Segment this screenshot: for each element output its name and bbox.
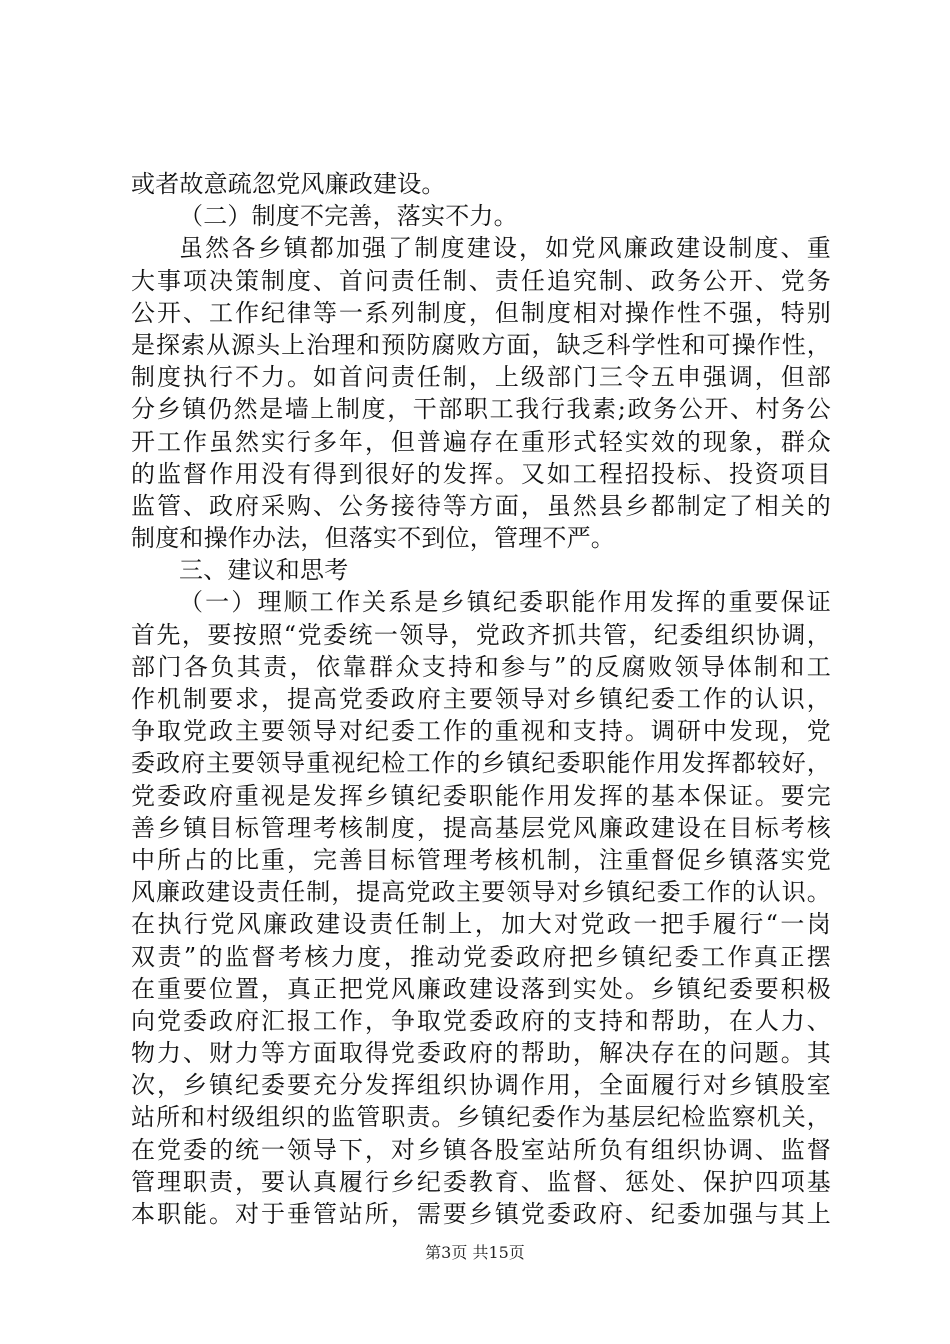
text-line: 争取党政主要领导对纪委工作的重视和支持。调研中发现，党 [131, 717, 831, 746]
text-line: 是探索从源头上治理和预防腐败方面，缺乏科学性和可操作性， [131, 330, 831, 359]
text-line: 物力、财力等方面取得党委政府的帮助，解决存在的问题。其 [131, 1039, 831, 1068]
text-line: 管理职责，要认真履行乡纪委教育、监督、惩处、保护四项基 [131, 1167, 831, 1196]
text-line: 善乡镇目标管理考核制度，提高基层党风廉政建设在目标考核 [131, 813, 831, 842]
text-line: 站所和村级组织的监管职责。乡镇纪委作为基层纪检监察机关， [131, 1103, 831, 1132]
text-line: 风廉政建设责任制，提高党政主要领导对乡镇纪委工作的认识。 [131, 878, 831, 907]
text-line: 党委政府重视是发挥乡镇纪委职能作用发挥的基本保证。要完 [131, 781, 831, 810]
text-line: 制度执行不力。如首问责任制，上级部门三令五申强调，但部 [131, 363, 831, 392]
text-line: 三、建议和思考 [179, 556, 349, 585]
text-line: 在执行党风廉政建设责任制上，加大对党政一把手履行“一岗 [131, 910, 831, 939]
text-line: 向党委政府汇报工作，争取党委政府的支持和帮助，在人力、 [131, 1006, 831, 1035]
text-line: 在重要位置，真正把党风廉政建设落到实处。乡镇纪委要积极 [131, 974, 831, 1003]
text-line: 中所占的比重，完善目标管理考核机制，注重督促乡镇落实党 [131, 845, 831, 874]
text-line: 首先，要按照“党委统一领导，党政齐抓共管，纪委组织协调， [131, 620, 831, 649]
text-line: 大事项决策制度、首问责任制、责任追究制、政务公开、党务 [131, 266, 831, 295]
text-line: （二）制度不完善，落实不力。 [179, 202, 518, 231]
text-line: 或者故意疏忽党风廉政建设。 [131, 170, 446, 198]
text-line: 本职能。对于垂管站所，需要乡镇党委政府、纪委加强与其上 [131, 1200, 831, 1228]
text-line: 监管、政府采购、公务接待等方面，虽然县乡都制定了相关的 [131, 491, 831, 520]
text-line: 虽然各乡镇都加强了制度建设，如党风廉政建设制度、重 [179, 234, 831, 263]
text-line: （一）理顺工作关系是乡镇纪委职能作用发挥的重要保证 [179, 588, 831, 617]
text-line: 制度和操作办法，但落实不到位，管理不严。 [131, 524, 615, 553]
text-line: 作机制要求，提高党委政府主要领导对乡镇纪委工作的认识， [131, 685, 831, 713]
page-footer: 第3页 共15页 [425, 1243, 525, 1262]
text-line: 部门各负其责，依靠群众支持和参与”的反腐败领导体制和工 [131, 652, 831, 681]
text-line: 次，乡镇纪委要充分发挥组织协调作用，全面履行对乡镇股室 [131, 1071, 831, 1100]
text-line: 的监督作用没有得到很好的发挥。又如工程招投标、投资项目 [131, 459, 831, 488]
text-line: 分乡镇仍然是墙上制度，干部职工我行我素;政务公开、村务公 [131, 395, 831, 424]
text-line: 公开、工作纪律等一系列制度，但制度相对操作性不强，特别 [131, 298, 831, 327]
text-line: 在党委的统一领导下，对乡镇各股室站所负有组织协调、监督 [131, 1135, 831, 1164]
text-line: 委政府主要领导重视纪检工作的乡镇纪委职能作用发挥都较好， [131, 749, 831, 778]
text-line: 双责”的监督考核力度，推动党委政府把乡镇纪委工作真正摆 [131, 942, 831, 971]
text-line: 开工作虽然实行多年，但普遍存在重形式轻实效的现象，群众 [131, 427, 831, 456]
document-body [131, 168, 831, 1230]
